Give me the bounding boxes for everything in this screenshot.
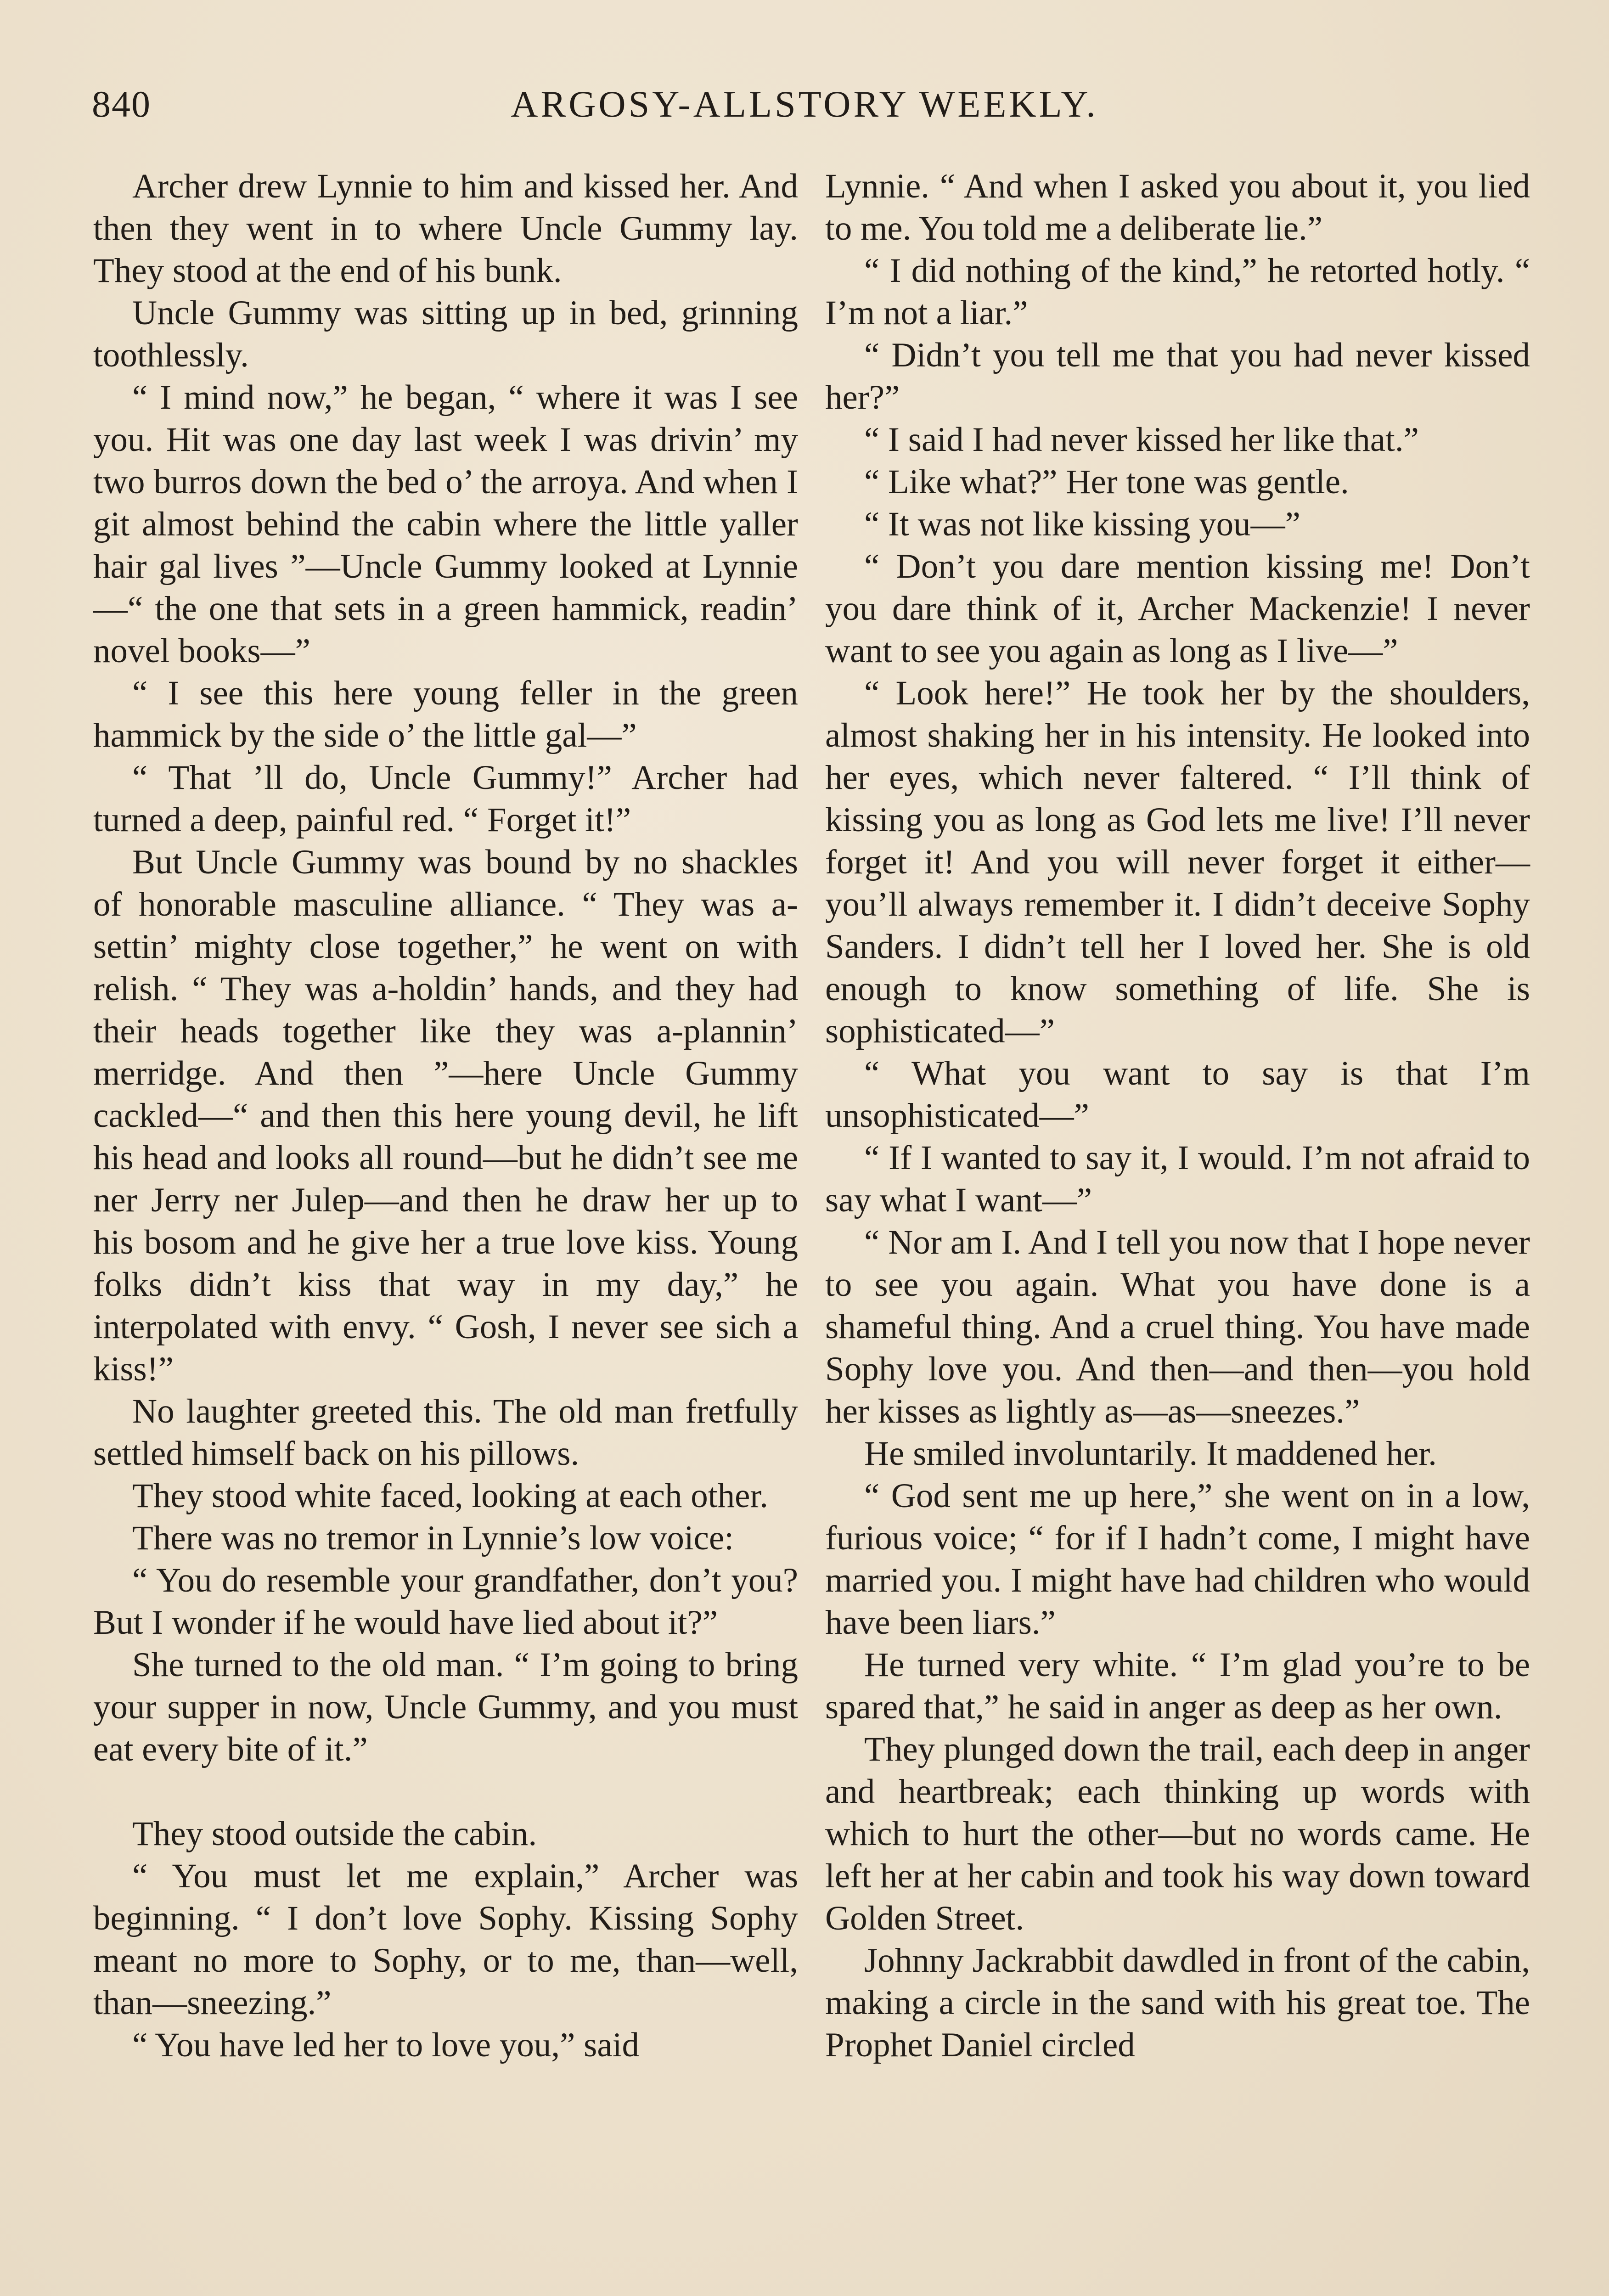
page-number: 840 <box>92 83 151 125</box>
left-column <box>93 165 798 2066</box>
paragraph: “ That ’ll do, Uncle Gummy!” Archer had turned a deep, painful red. “ Forget it!” <box>93 759 798 839</box>
paragraph: “ You must let me explain,” Archer was beginning. “ I don’t love Sophy. Kissing Sophy meant no more to Sophy, or to me, than—well, than—sneezing.” <box>93 1857 798 2022</box>
paragraph: “ It was not like kissing you—” <box>864 505 1300 543</box>
paragraph: “ I see this here young feller in the green hammick by the side o’ the little gal—” <box>93 674 798 754</box>
paragraph: “ If I wanted to say it, I would. I’m not afraid to say what I want—” <box>825 1139 1530 1219</box>
paragraph: “ God sent me up here,” she went on in a low, furious voice; “ for if I hadn’t come, I might have married you. I might have had children who would have been liars.” <box>825 1477 1530 1642</box>
paragraph: Archer drew Lynnie to him and kissed her. And then they went in to where Uncle Gummy lay. They stood at the end of his bunk. <box>93 167 798 290</box>
paragraph: “ Nor am I. And I tell you now that I hope never to see you again. What you have done is a shameful thing. And a cruel thing. You have made Sophy love you. And then—and then—you hold her kisses as lightly as—as—sneezes.” <box>825 1223 1530 1430</box>
paragraph: She turned to the old man. “ I’m going to bring your supper in now, Uncle Gummy, and you must eat every bite of it.” <box>93 1646 798 1768</box>
paragraph: They stood white faced, looking at each other. <box>132 1477 768 1515</box>
paragraph: There was no tremor in Lynnie’s low voice: <box>132 1519 734 1557</box>
paragraph: “ Look here!” He took her by the shoulders, almost shaking her in his intensity. He looked into her eyes, which never faltered. “ I’ll think of kissing you as long as God lets me live! I’ll never forget it! And you will never forget it either—you’ll always remember it. I didn’t deceive Sophy Sanders. I didn’t tell her I loved her. She is old enough to know something of life. She is sophisticated—” <box>825 674 1530 1050</box>
paragraph: Johnny Jackrabbit dawdled in front of the cabin, making a circle in the sand with his great toe. The Prophet Daniel circled <box>825 1941 1530 2064</box>
page-header <box>0 83 1609 133</box>
paragraph: Lynnie. “ And when I asked you about it, you lied to me. You told me a deliberate lie.” <box>825 167 1530 248</box>
paragraph: But Uncle Gummy was bound by no shackles of honorable masculine alliance. “ They was a-settin’ mighty close together,” he went on with relish. “ They was a-holdin’ hands, and they had their heads together like they was a-plannin’ merridge. And then ”—here Uncle Gummy cackled—“ and then this here young devil, he lift his head and looks all round—but he didn’t see me ner Jerry ner Julep—and then he draw her up to his bosom and he give her a true love kiss. Young folks didn’t kiss that way in my day,” he interpolated with envy. “ Gosh, I never see sich a kiss!” <box>93 843 798 1388</box>
paragraph: “ Didn’t you tell me that you had never kissed her?” <box>825 336 1530 416</box>
right-column <box>825 165 1530 2066</box>
running-title: ARGOSY-ALLSTORY WEEKLY. <box>511 83 1098 125</box>
paragraph: They plunged down the trail, each deep in anger and heartbreak; each thinking up words with which to hurt the other—but no words came. He left her at her cabin and took his way down toward Golden Street. <box>825 1730 1530 1937</box>
paragraph: “ I mind now,” he began, “ where it was I see you. Hit was one day last week I was drivin’ my two burros down the bed o’ the arroya. And when I git almost behind the cabin where the little yaller hair gal lives ”—Uncle Gummy looked at Lynnie—“ the one that sets in a green hammick, readin’ novel books—” <box>93 378 798 670</box>
paragraph: “ Don’t you dare mention kissing me! Don’t you dare think of it, Archer Mackenzie! I never want to see you again as long as I live—” <box>825 547 1530 670</box>
paragraph: He smiled involuntarily. It maddened her. <box>864 1435 1437 1473</box>
paragraph: “ I did nothing of the kind,” he retorted hotly. “ I’m not a liar.” <box>825 252 1530 332</box>
paragraph: “ Like what?” Her tone was gentle. <box>864 463 1349 501</box>
paragraph: He turned very white. “ I’m glad you’re to be spared that,” he said in anger as deep as her own. <box>825 1646 1530 1726</box>
paragraph: No laughter greeted this. The old man fretfully settled himself back on his pillows. <box>93 1392 798 1473</box>
paragraph: “ What you want to say is that I’m unsophisticated—” <box>825 1054 1530 1135</box>
paragraph: They stood outside the cabin. <box>132 1815 537 1853</box>
paragraph: “ I said I had never kissed her like that.” <box>864 421 1419 459</box>
paragraph: “ You have led her to love you,” said <box>132 2026 639 2064</box>
paragraph: “ You do resemble your grandfather, don’t you? But I wonder if he would have lied about it?” <box>93 1561 798 1642</box>
paragraph: Uncle Gummy was sitting up in bed, grinning toothlessly. <box>93 294 798 374</box>
